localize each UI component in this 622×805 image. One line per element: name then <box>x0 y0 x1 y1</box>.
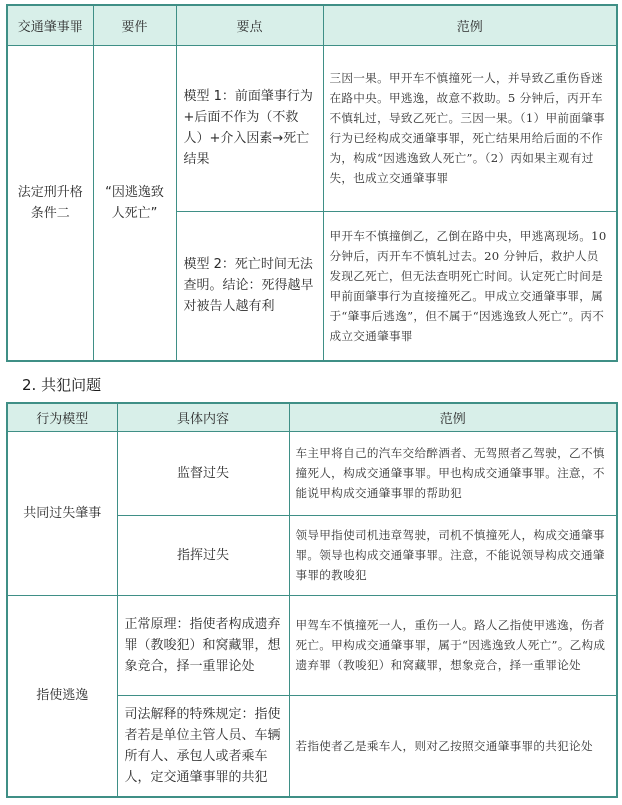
header-cell: 行为模型 <box>7 403 117 431</box>
group-label: 共同过失肇事 <box>7 431 117 595</box>
table-header-row <box>7 403 617 431</box>
example-cell: 车主甲将自己的汽车交给醉酒者、无驾照者乙驾驶，乙不慎撞死人，构成交通肇事罪。甲也构成交通肇事罪。注意，不能说甲构成交通肇事罪的帮助犯 <box>289 431 617 515</box>
table-accomplice-issues <box>6 402 618 798</box>
header-cell: 具体内容 <box>117 403 289 431</box>
example-cell: 领导甲指使司机违章驾驶，司机不慎撞死人，构成交通肇事罪。领导也构成交通肇事罪。注意，不能说领导构成交通肇事罪的教唆犯 <box>289 515 617 595</box>
header-cell: 要点 <box>176 5 323 45</box>
content-cell: 正常原理：指使者构成遗弃罪（教唆犯）和窝藏罪，想象竞合，择一重罪论处 <box>117 595 289 695</box>
content-cell: 监督过失 <box>117 431 289 515</box>
section-title: 2. 共犯问题 <box>22 376 102 394</box>
table-row <box>7 431 617 515</box>
header-cell: 范例 <box>323 5 617 45</box>
table-row <box>7 595 617 695</box>
example-cell: 甲驾车不慎撞死一人，重伤一人。路人乙指使甲逃逸，伤者死亡。甲构成交通肇事罪，属于“因逃逸致人死亡”。乙构成遗弃罪（教唆犯）和窝藏罪，想象竞合，择一重罪论处 <box>289 595 617 695</box>
group-label: 指使逃逸 <box>7 595 117 797</box>
example-cell: 三因一果。甲开车不慎撞死一人，并导致乙重伤昏迷在路中央。甲逃逸，故意不救助。5 分钟后，丙开车不慎轧过，导致乙死亡。三因一果。（1）甲前面肇事行为已经构成交通肇事罪，死亡结果用给后面的不作为，构成“因逃逸致人死亡”。（2）丙如果主观有过失，也成立交通肇事罪 <box>323 45 617 211</box>
point-cell: 模型 1：前面肇事行为+后面不作为（不救人）+介入因素→死亡结果 <box>176 45 323 211</box>
table-row <box>7 45 617 211</box>
element-cell: “因逃逸致人死亡” <box>93 45 176 361</box>
table-traffic-offense-conditions <box>6 4 618 362</box>
header-cell: 范例 <box>289 403 617 431</box>
content-cell: 司法解释的特殊规定：指使者若是单位主管人员、车辆所有人、承包人或者乘车人，定交通肇事罪的共犯 <box>117 695 289 797</box>
table-header-row <box>7 5 617 45</box>
point-cell: 模型 2：死亡时间无法查明。结论：死得越早对被告人越有利 <box>176 211 323 361</box>
example-cell: 甲开车不慎撞倒乙，乙倒在路中央，甲逃离现场。10 分钟后，丙开车不慎轧过去。20 分钟后，救护人员发现乙死亡，但无法查明死亡时间。认定死亡时间是甲前面肇事行为直接撞死乙。甲成立交通肇事罪，属于“肇事后逃逸”，但不属于“因逃逸致人死亡”。丙不成立交通肇事罪 <box>323 211 617 361</box>
row-label: 法定刑升格条件二 <box>7 45 93 361</box>
content-cell: 指挥过失 <box>117 515 289 595</box>
example-cell: 若指使者乙是乘车人，则对乙按照交通肇事罪的共犯论处 <box>289 695 617 797</box>
header-cell: 要件 <box>93 5 176 45</box>
header-cell: 交通肇事罪 <box>7 5 93 45</box>
